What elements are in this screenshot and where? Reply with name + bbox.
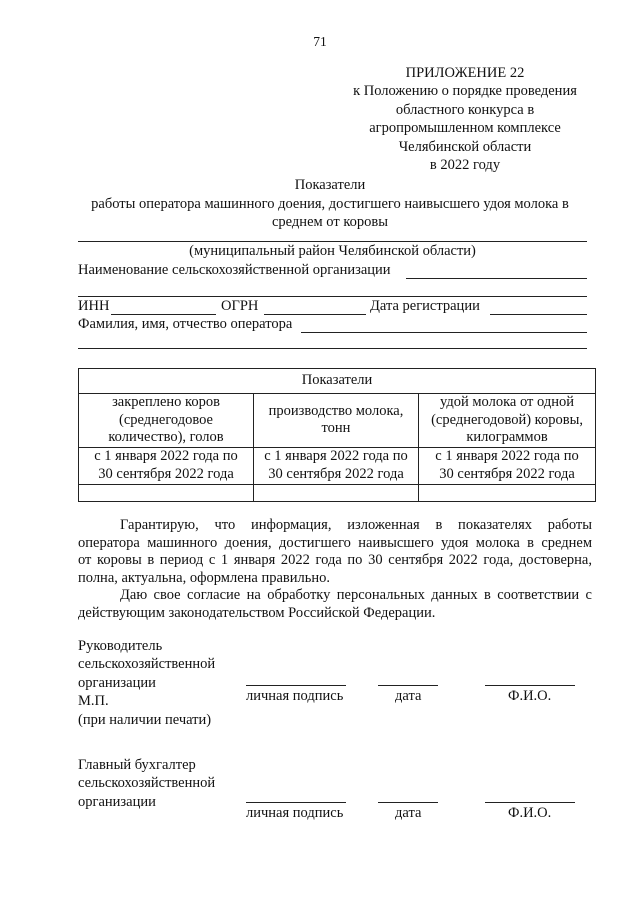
- head-name-blank[interactable]: [485, 685, 575, 686]
- signature-line: М.П.: [78, 693, 109, 710]
- heading-line: среднем от коровы: [272, 214, 388, 230]
- head-date-blank[interactable]: [378, 685, 438, 686]
- appendix-line: областного конкурса в: [395, 101, 535, 118]
- signature-caption: личная подпись: [246, 805, 344, 821]
- table-row-empty: [79, 484, 596, 501]
- signature-caption: личная подпись: [246, 688, 344, 704]
- column-header-cows: [79, 394, 254, 448]
- reg-date-blank[interactable]: [490, 314, 587, 315]
- paragraph-line: полна, актуальна, оформлена правильно.: [78, 569, 330, 586]
- cell-line: (среднегодовое: [119, 411, 213, 428]
- period-cell: [79, 447, 254, 484]
- paragraph-line: оператора машинного доения, достигшего наивысшего удоя молока в среднем: [78, 534, 592, 551]
- signature-line: организации: [78, 674, 156, 691]
- inn-blank[interactable]: [111, 314, 216, 315]
- date-caption: дата: [395, 688, 422, 704]
- value-cell[interactable]: [419, 484, 596, 501]
- appendix-line: Челябинской области: [398, 138, 532, 155]
- value-cell[interactable]: [79, 484, 254, 501]
- name-caption: Ф.И.О.: [508, 805, 552, 821]
- table-row: [79, 394, 596, 448]
- paragraph-line: Гарантирую, что информация, изложенная в показателях работы: [120, 517, 592, 533]
- accountant-name-blank[interactable]: [485, 802, 575, 803]
- cell-line: с 1 января 2022 года по: [94, 448, 238, 464]
- appendix-line: агропромышленном комплексе: [369, 120, 561, 137]
- ogrn-blank[interactable]: [264, 314, 366, 315]
- accountant-signature-blank[interactable]: [246, 802, 346, 803]
- signature-line: сельскохозяйственной: [78, 775, 216, 792]
- reg-date-label: Дата регистрации: [370, 298, 480, 314]
- heading-title: Показатели: [294, 177, 366, 193]
- signature-line: сельскохозяйственной: [78, 656, 216, 673]
- district-blank[interactable]: [78, 241, 587, 242]
- signature-line: Главный бухгалтер: [78, 757, 196, 773]
- cell-line: килограммов: [466, 429, 548, 445]
- cell-line: с 1 января 2022 года по: [435, 448, 579, 464]
- cell-line: закреплено коров: [112, 394, 220, 410]
- org-name-blank[interactable]: [406, 278, 587, 279]
- paragraph-line: от коровы в период с 1 января 2022 года по 30 сентября 2022 года, достоверна,: [78, 552, 592, 569]
- column-header-milk-yield: [419, 394, 596, 448]
- period-cell: [254, 447, 419, 484]
- cell-line: 30 сентября 2022 года: [439, 465, 575, 482]
- appendix-header: [340, 64, 590, 174]
- cell-line: тонн: [321, 420, 351, 437]
- document-heading: [40, 176, 620, 232]
- cell-line: 30 сентября 2022 года: [98, 465, 234, 482]
- page-number: 71: [313, 34, 327, 49]
- paragraph-line: Даю свое согласие на обработку персональных данных в соответствии с: [120, 587, 592, 604]
- column-header-milk-production: [254, 394, 419, 448]
- org-name-blank-2[interactable]: [78, 296, 587, 297]
- paragraph-line: действующим законодательством Российской Федерации.: [78, 604, 436, 621]
- signature-head-label: [78, 637, 215, 729]
- heading-line: работы оператора машинного доения, достигшего наивысшего удоя молока в: [91, 195, 569, 212]
- period-cell: [419, 447, 596, 484]
- signature-line: (при наличии печати): [78, 711, 212, 728]
- cell-line: производство молока,: [268, 402, 404, 419]
- head-signature-blank[interactable]: [246, 685, 346, 686]
- signature-line: организации: [78, 793, 156, 810]
- cell-line: удой молока от одной: [440, 394, 574, 410]
- ogrn-label: ОГРН: [221, 298, 259, 314]
- table-header: Показатели: [79, 369, 596, 394]
- operator-label: Фамилия, имя, отчество оператора: [78, 316, 293, 332]
- table-row: [79, 447, 596, 484]
- name-caption: Ф.И.О.: [508, 688, 552, 704]
- table-header-row: [79, 369, 596, 394]
- signature-line: Руководитель: [78, 638, 163, 654]
- operator-blank[interactable]: [301, 332, 587, 333]
- cell-line: количество), голов: [108, 429, 224, 445]
- appendix-line: к Положению о порядке проведения: [353, 83, 577, 100]
- cell-line: (среднегодовой) коровы,: [431, 411, 583, 428]
- indicators-table: [78, 368, 596, 502]
- operator-blank-2[interactable]: [78, 348, 587, 349]
- appendix-line: в 2022 году: [429, 157, 501, 174]
- inn-label: ИНН: [78, 298, 110, 314]
- cell-line: с 1 января 2022 года по: [264, 448, 408, 464]
- value-cell[interactable]: [254, 484, 419, 501]
- date-caption: дата: [395, 805, 422, 821]
- district-caption: (муниципальный район Челябинской области): [189, 243, 476, 259]
- guarantee-paragraph: [78, 517, 592, 623]
- accountant-date-blank[interactable]: [378, 802, 438, 803]
- signature-accountant-label: [78, 756, 215, 811]
- appendix-title: ПРИЛОЖЕНИЕ 22: [405, 65, 525, 81]
- cell-line: 30 сентября 2022 года: [268, 465, 404, 482]
- org-name-label: Наименование сельскохозяйственной организации: [78, 262, 391, 278]
